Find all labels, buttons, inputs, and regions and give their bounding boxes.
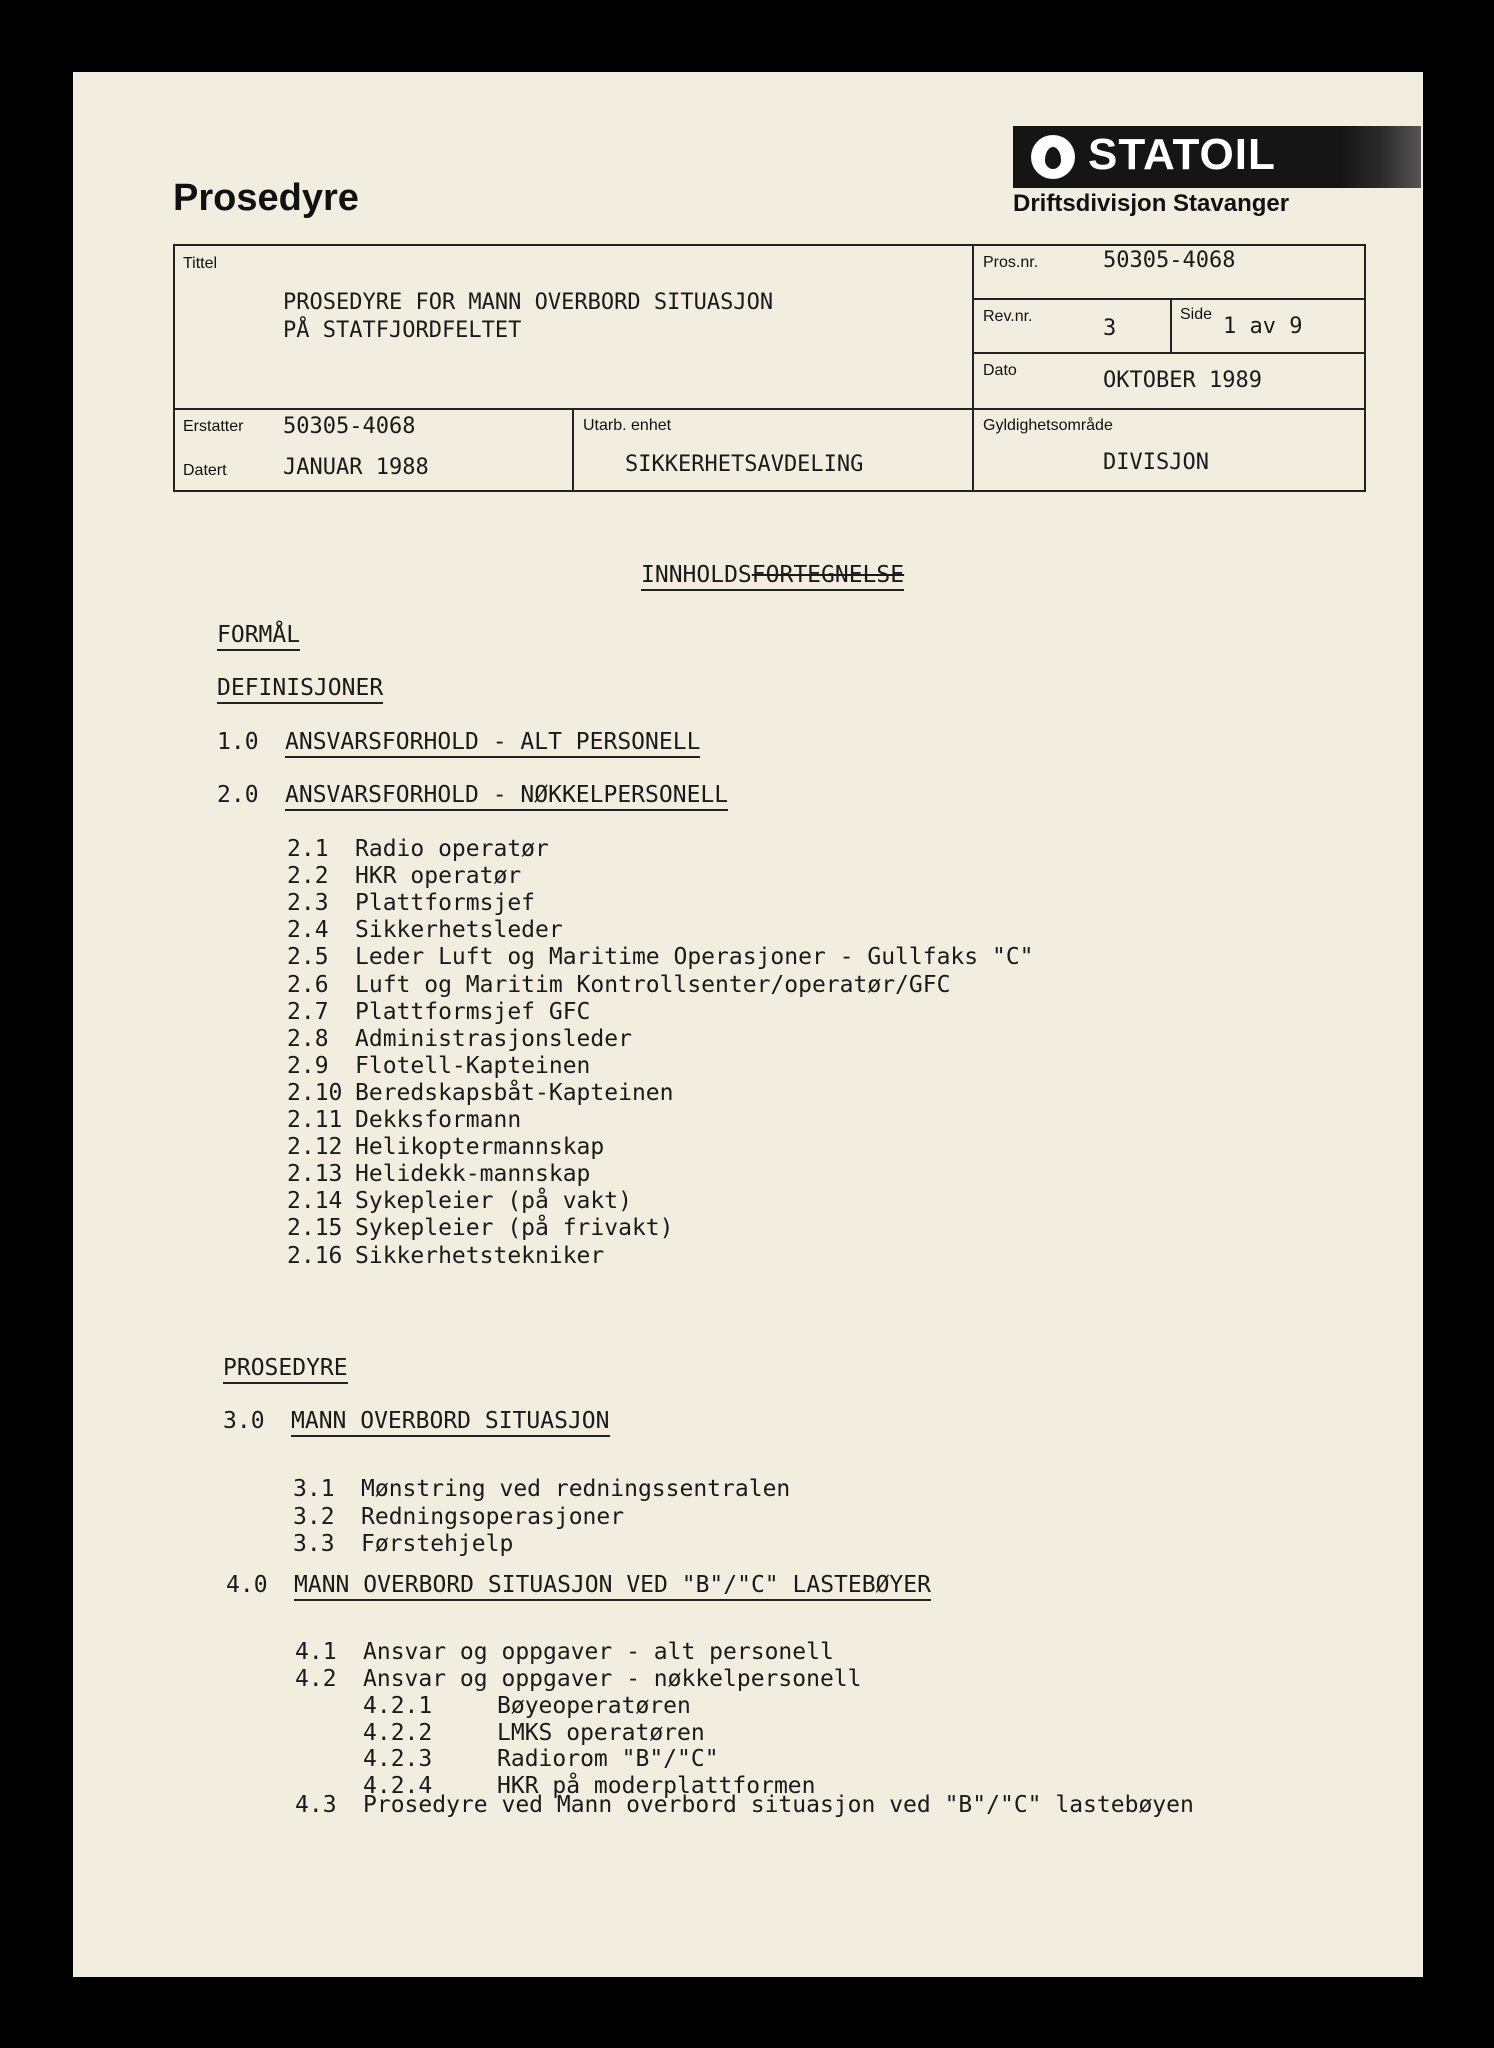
gyldighet-label: Gyldighetsområde: [983, 417, 1113, 434]
utarb-label: Utarb. enhet: [583, 417, 672, 434]
toc-item-text: Plattformsjef GFC: [355, 998, 591, 1025]
toc-formal: [217, 622, 300, 648]
toc-item: [287, 836, 549, 862]
title-label: Tittel: [183, 255, 218, 272]
toc-item-num: 4.3: [295, 1792, 337, 1818]
toc-prosedyre: [223, 1355, 348, 1381]
toc-item: [287, 890, 535, 916]
side-value: 1 av 9: [1223, 314, 1303, 339]
toc-item-num: 4.2.1: [363, 1693, 433, 1719]
toc-section-3: [223, 1408, 610, 1434]
toc-section-1: [217, 729, 700, 755]
toc-item-text: Sykepleier (på vakt): [355, 1188, 632, 1215]
toc-item-text: Ansvar og oppgaver - nøkkelpersonell: [363, 1666, 862, 1692]
toc-item-num: 4.1: [295, 1639, 337, 1665]
side-label: Side: [1180, 306, 1213, 323]
toc-definisjoner-label: DEFINISJONER: [217, 675, 383, 704]
toc-item-num: 2.4: [287, 917, 329, 944]
toc-item-num: 2.9: [287, 1052, 329, 1079]
title-line-2: PÅ STATFJORDFELTET: [283, 318, 522, 343]
toc-item: [287, 1107, 521, 1133]
toc-item-text: Redningsoperasjoner: [361, 1503, 625, 1530]
toc-item-num: 2.11: [287, 1107, 343, 1133]
toc-item: [363, 1720, 705, 1746]
toc-item: [287, 1053, 590, 1079]
dato-value: OKTOBER 1989: [1103, 368, 1262, 393]
toc-item: [287, 944, 1034, 970]
toc-item-num: 2.2: [287, 863, 329, 890]
toc-item: [287, 1161, 590, 1187]
toc-item-num: 2.8: [287, 1025, 329, 1052]
revnr-label: Rev.nr.: [983, 308, 1033, 325]
toc-item: [287, 1026, 632, 1052]
toc-item-text: Plattformsjef: [355, 890, 536, 917]
toc-section-3-num: 3.0: [223, 1408, 265, 1434]
toc-item: [287, 1243, 604, 1269]
toc-item-num: 2.15: [287, 1215, 343, 1242]
toc-item-text: Beredskapsbåt-Kapteinen: [355, 1079, 674, 1106]
toc-item-text: Leder Luft og Maritime Operasjoner - Gullfaks "C": [355, 944, 1034, 971]
toc-item-text: Prosedyre ved Mann overbord situasjon ved "B"/"C" lastebøyen: [363, 1792, 1194, 1818]
toc-item-text: LMKS operatøren: [497, 1719, 705, 1746]
toc-item-text: Sykepleier (på frivakt): [355, 1215, 674, 1242]
toc-item-text: Helikoptermannskap: [355, 1134, 605, 1161]
revnr-box: [972, 298, 1172, 354]
prosnr-value: 50305-4068: [1103, 248, 1236, 273]
toc-item-num: 4.2.3: [363, 1746, 433, 1772]
toc-item: [293, 1476, 790, 1502]
toc-item-num: 2.1: [287, 836, 329, 862]
document-type-title: Prosedyre: [173, 177, 359, 219]
toc-item: [295, 1792, 1194, 1818]
toc-section-1-num: 1.0: [217, 729, 259, 755]
toc-section-4: [226, 1572, 931, 1598]
toc-item-text: Radiorom "B"/"C": [497, 1746, 719, 1772]
toc-section-2: [217, 782, 728, 808]
toc-formal-label: FORMÅL: [217, 622, 300, 651]
toc-definisjoner: [217, 675, 383, 701]
toc-item-num: 2.5: [287, 944, 329, 971]
toc-item-num: 2.7: [287, 998, 329, 1025]
utarb-value: SIKKERHETSAVDELING: [625, 452, 864, 477]
toc-section-4-num: 4.0: [226, 1572, 268, 1598]
toc-section-2-title: ANSVARSFORHOLD - NØKKELPERSONELL: [285, 782, 728, 811]
toc-item: [287, 1080, 674, 1106]
toc-item-text: Luft og Maritim Kontrollsenter/operatør/GFC: [355, 971, 951, 998]
toc-item-text: Flotell-Kapteinen: [355, 1052, 591, 1079]
toc-heading-a: INNHOLDS: [641, 562, 752, 591]
toc-item: [287, 999, 590, 1025]
toc-item-text: Sikkerhetsleder: [355, 917, 563, 944]
toc-item: [287, 863, 521, 889]
toc-item: [363, 1746, 719, 1772]
toc-item-text: Bøyeoperatøren: [497, 1693, 691, 1719]
gyldighet-value: DIVISJON: [1103, 450, 1209, 475]
toc-item-num: 4.2: [295, 1666, 337, 1692]
toc-item: [287, 972, 950, 998]
datert-label: Datert: [183, 462, 227, 479]
toc-heading: [641, 562, 904, 588]
title-line-1: PROSEDYRE FOR MANN OVERBORD SITUASJON: [283, 290, 774, 315]
toc-item-num: 2.10: [287, 1079, 343, 1106]
document-page: [73, 72, 1423, 1977]
division-name: Driftsdivisjon Stavanger: [1013, 190, 1290, 217]
toc-item: [287, 917, 563, 943]
toc-item-text: Sikkerhetstekniker: [355, 1242, 605, 1269]
toc-item-num: 2.12: [287, 1134, 343, 1161]
toc-item-num: 4.2.4: [363, 1772, 433, 1799]
toc-item-num: 2.14: [287, 1188, 343, 1215]
toc-section-3-title: MANN OVERBORD SITUASJON: [291, 1408, 610, 1437]
toc-item-text: Førstehjelp: [361, 1531, 514, 1557]
datert-value: JANUAR 1988: [283, 455, 429, 480]
dato-label: Dato: [983, 362, 1017, 379]
prosnr-label: Pros.nr.: [983, 254, 1039, 271]
toc-item: [293, 1504, 624, 1530]
toc-item: [293, 1531, 513, 1557]
toc-item: [287, 1134, 604, 1160]
toc-item-num: 4.2.2: [363, 1719, 433, 1746]
toc-item-num: 2.3: [287, 890, 329, 917]
toc-item-text: Radio operatør: [355, 836, 549, 862]
toc-item: [295, 1666, 862, 1692]
erstatter-value: 50305-4068: [283, 414, 416, 439]
toc-item: [287, 1188, 632, 1214]
toc-item-text: Ansvar og oppgaver - alt personell: [363, 1639, 834, 1665]
statoil-drop-icon: [1031, 135, 1075, 179]
toc-item-num: 3.1: [293, 1476, 335, 1502]
toc-section-1-title: ANSVARSFORHOLD - ALT PERSONELL: [285, 729, 700, 758]
toc-item-text: Dekksformann: [355, 1107, 522, 1133]
toc-item-num: 2.6: [287, 971, 329, 998]
toc-item-text: Mønstring ved redningssentralen: [361, 1476, 791, 1502]
toc-item-num: 3.3: [293, 1531, 335, 1557]
toc-item-num: 3.2: [293, 1503, 335, 1530]
revnr-value: 3: [1103, 316, 1117, 341]
erstatter-label: Erstatter: [183, 418, 244, 435]
toc-item: [295, 1639, 834, 1665]
toc-item-num: 2.16: [287, 1242, 343, 1269]
toc-section-4-title: MANN OVERBORD SITUASJON VED "B"/"C" LASTEBØYER: [294, 1572, 931, 1601]
toc-heading-b: FORTEGNELSE: [752, 562, 904, 591]
logo-text: STATOIL: [1088, 130, 1276, 179]
toc-item-text: Administrasjonsleder: [355, 1025, 632, 1052]
toc-item-text: HKR på moderplattformen: [497, 1772, 816, 1799]
toc-item-text: Helidekk-mannskap: [355, 1161, 591, 1188]
toc-item-text: HKR operatør: [355, 863, 522, 890]
toc-prosedyre-label: PROSEDYRE: [223, 1355, 348, 1384]
toc-item: [363, 1693, 691, 1719]
toc-item: [287, 1215, 674, 1241]
toc-section-2-num: 2.0: [217, 782, 259, 808]
toc-item-num: 2.13: [287, 1161, 343, 1188]
statoil-logo: [1013, 126, 1421, 188]
